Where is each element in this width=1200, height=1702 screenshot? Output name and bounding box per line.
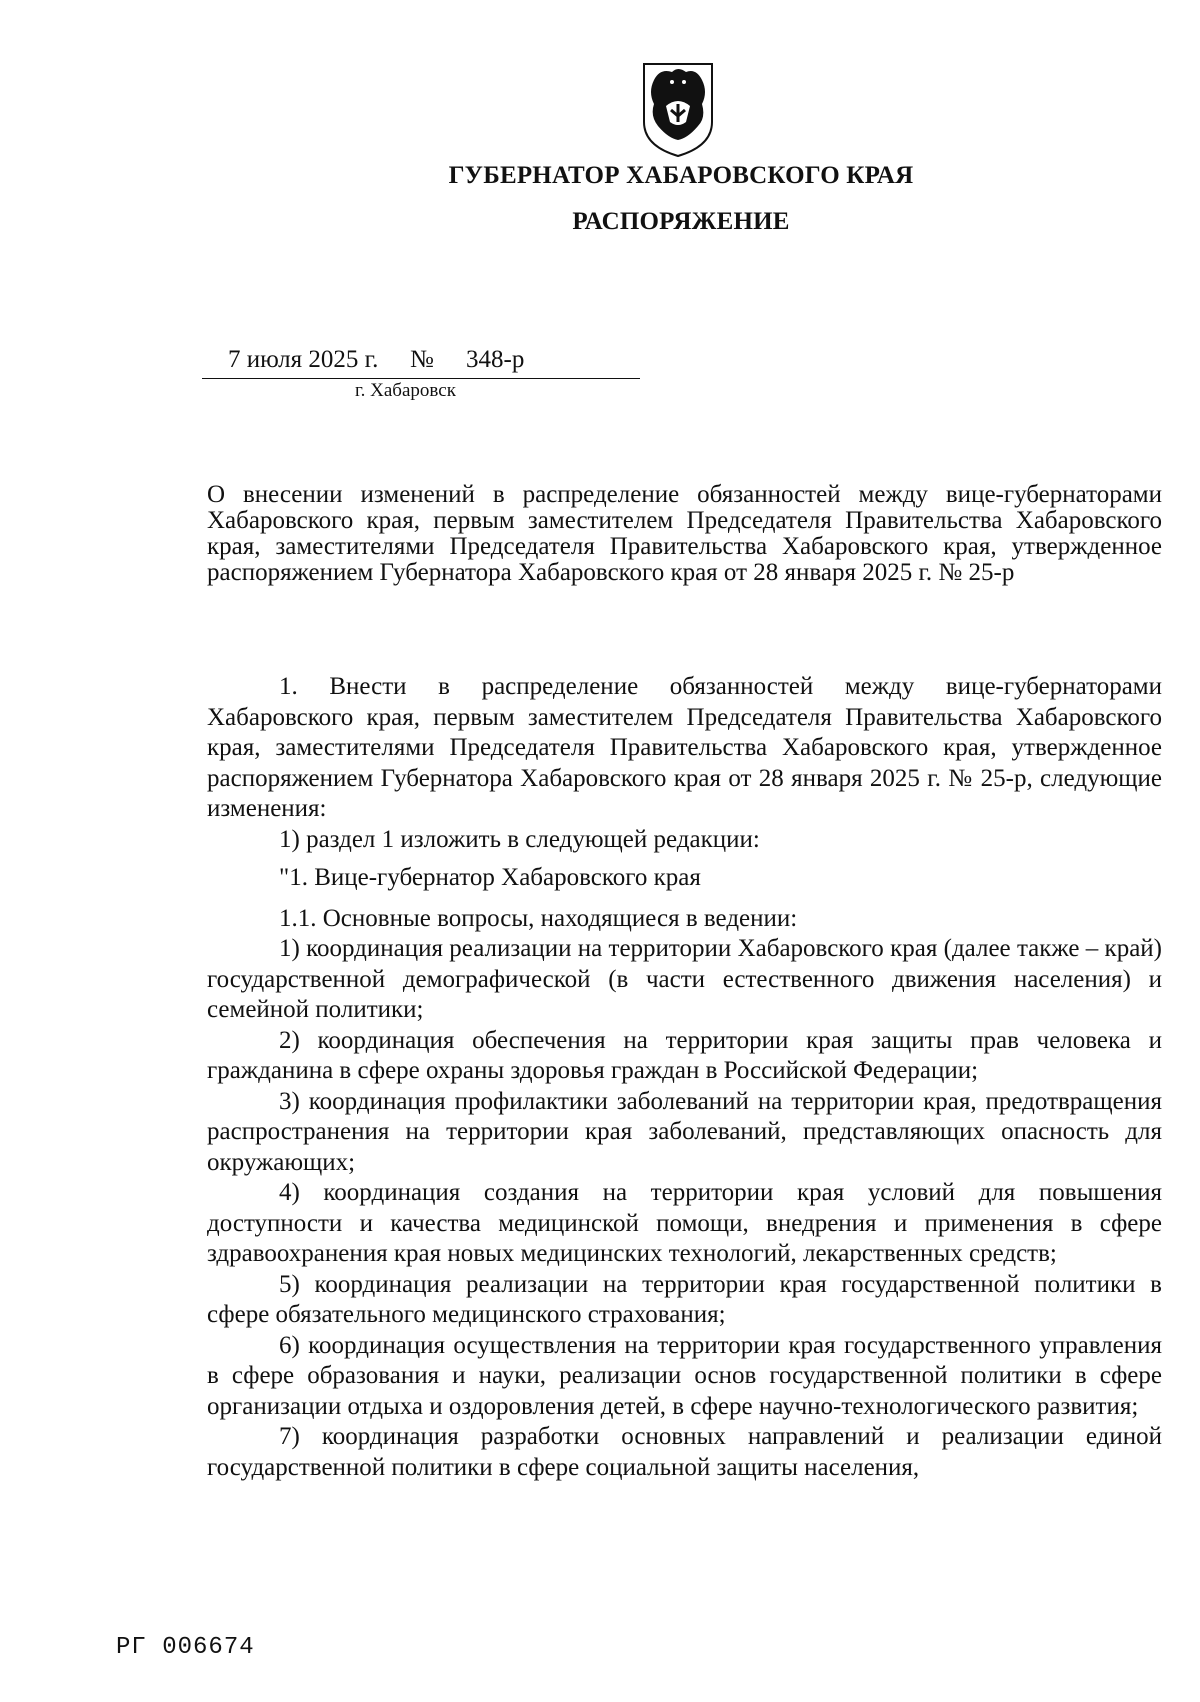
document-date: 7 июля 2025 г. <box>228 346 379 373</box>
document-subject: О внесении изменений в распределение обязанностей между вице-губернаторами Хабаровского края, первым заместителем Председателя Правительства Хабаровского края, заместителями Председателя Правительства Хабаровского края, утвержденное распоряжением Губернатора Хабаровского края от 28 января 2025 г. № 25-р <box>207 481 1162 586</box>
document-number: 348-р <box>466 346 525 373</box>
organization-title: ГУБЕРНАТОР ХАБАРОВСКОГО КРАЯ <box>448 162 914 189</box>
form-serial-number: РГ 006674 <box>116 1634 255 1661</box>
list-item: 7) координация разработки основных направлений и реализации единой государственной политики в сфере социальной защиты населения, <box>207 1423 1162 1481</box>
list-item: 1) координация реализации на территории Хабаровского края (далее также – край) государственной демографической (в части естественного движения населения) и семейной политики; <box>207 935 1162 1023</box>
list-item: 4) координация создания на территории края условий для повышения доступности и качества медицинской помощи, внедрения и применения в сфере здравоохранения края новых медицинских технологий, лекарственных средств; <box>207 1179 1162 1267</box>
subsection-heading: 1.1. Основные вопросы, находящиеся в ведении: <box>279 904 798 932</box>
coat-of-arms-icon <box>638 60 718 158</box>
list-item: 3) координация профилактики заболеваний на территории края, предотвращения распространения на территории края заболеваний, представляющих опасность для окружающих; <box>207 1087 1162 1176</box>
document-body <box>207 672 1162 1483</box>
city: г. Хабаровск <box>355 380 456 401</box>
section-heading: "1. Вице-губернатор Хабаровского края <box>279 864 701 891</box>
list-item: 5) координация реализации на территории края государственной политики в сфере обязательного медицинского страхования; <box>207 1270 1162 1328</box>
list-item: 2) координация обеспечения на территории края защиты прав человека и гражданина в сфере охраны здоровья граждан в Российской Федерации; <box>207 1026 1162 1084</box>
list-item: 6) координация осуществления на территории края государственного управления в сфере образования и науки, реализации основ государственной политики в сфере организации отдыха и оздоровления детей, в сфере научно-технологического развития; <box>207 1331 1162 1420</box>
document-type: РАСПОРЯЖЕНИЕ <box>572 208 790 235</box>
body-paragraph: 1) раздел 1 изложить в следующей редакции: <box>279 825 760 853</box>
number-sign: № <box>410 346 434 373</box>
body-paragraph: 1. Внести в распределение обязанностей между вице-губернаторами Хабаровского края, первым заместителем Председателя Правительства Хабаровского края, заместителями Председателя Правительства Хабаровского края, утвержденное распоряжением Губернатора Хабаровского края от 28 января 2025 г. № 25-р, следующие изменения: <box>207 673 1162 822</box>
date-number-line <box>202 344 640 379</box>
